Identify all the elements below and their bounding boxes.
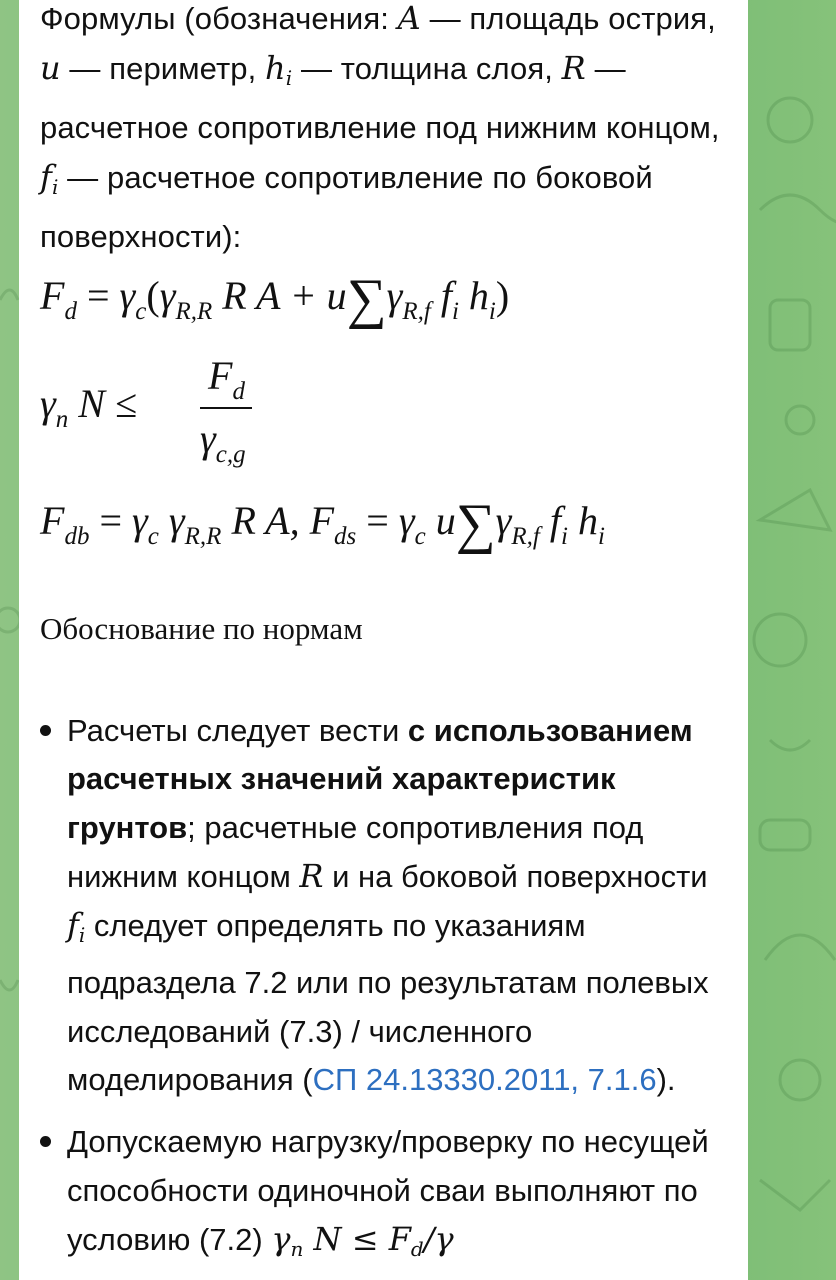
bullet-icon [40, 725, 51, 736]
norm-reference-link[interactable]: СП 24.13330.2011, 7.1.6 [312, 1062, 657, 1098]
var-f: f [40, 157, 52, 196]
var-f-subscript: i [51, 174, 59, 199]
fraction-bar [200, 407, 252, 409]
var-u: u [40, 48, 61, 87]
var-f: f [67, 906, 79, 945]
var-R: R [561, 48, 586, 87]
var-R: R [299, 856, 324, 895]
legend-text: — периметр, [60, 50, 266, 86]
formula-condition: $\gamma_n$ N ≤ [40, 381, 137, 433]
list-item: Допускаемую нагрузку/проверку по несущей способности одиночной сваи выполняют по условию (7.2) γn N ≤ Fd/γ [40, 1118, 730, 1273]
formula-components: $F_{db} = \gamma_c$ $\gamma_{R,R}$ R A, $F_{ds} = \gamma_c$ $u\sum\gamma_{R,f}$ $f_i$ $h_i$ [40, 493, 605, 555]
legend-text: — расчетное сопротивление по боковой поверхности): [40, 159, 653, 254]
var-h-subscript: i [285, 65, 293, 90]
list-item: Расчеты следует вести с использованием расчетных значений характеристик грунтов; расчетные сопротивления под нижним концом R и на боковой поверхности fi следует определять по указаниям подраздела 7.2 или по результатам полевых исследований (7.3) / численного моделирования (СП 24.13330.2011, 7.1.6). [40, 707, 730, 1104]
fraction-denominator: $\gamma_{c,g}$ [200, 416, 246, 468]
section-heading: Обоснование по нормам [40, 611, 363, 646]
legend-text: — толщина слоя, [292, 50, 562, 86]
bold-emphasis: с использованием расчетных значений характеристик грунтов [67, 713, 693, 845]
var-h: h [265, 48, 286, 87]
formula-bearing-capacity: $F_d = \gamma_c(\gamma_{R,R}$ R $A + u\sum\gamma_{R,f}$ $f_i$ $h_i$) [40, 268, 510, 330]
legend-text: — площадь острия, [420, 1, 716, 36]
fraction-numerator: $F_d$ [208, 353, 245, 405]
legend-text: Формулы (обозначения: [40, 1, 398, 36]
var-A: A [397, 0, 421, 37]
bullet-icon [40, 1136, 51, 1147]
legend-text: — расчетное сопротивление под нижним концом, [40, 50, 720, 145]
bullet-list [40, 707, 730, 1280]
formula-legend-paragraph [40, 0, 730, 262]
